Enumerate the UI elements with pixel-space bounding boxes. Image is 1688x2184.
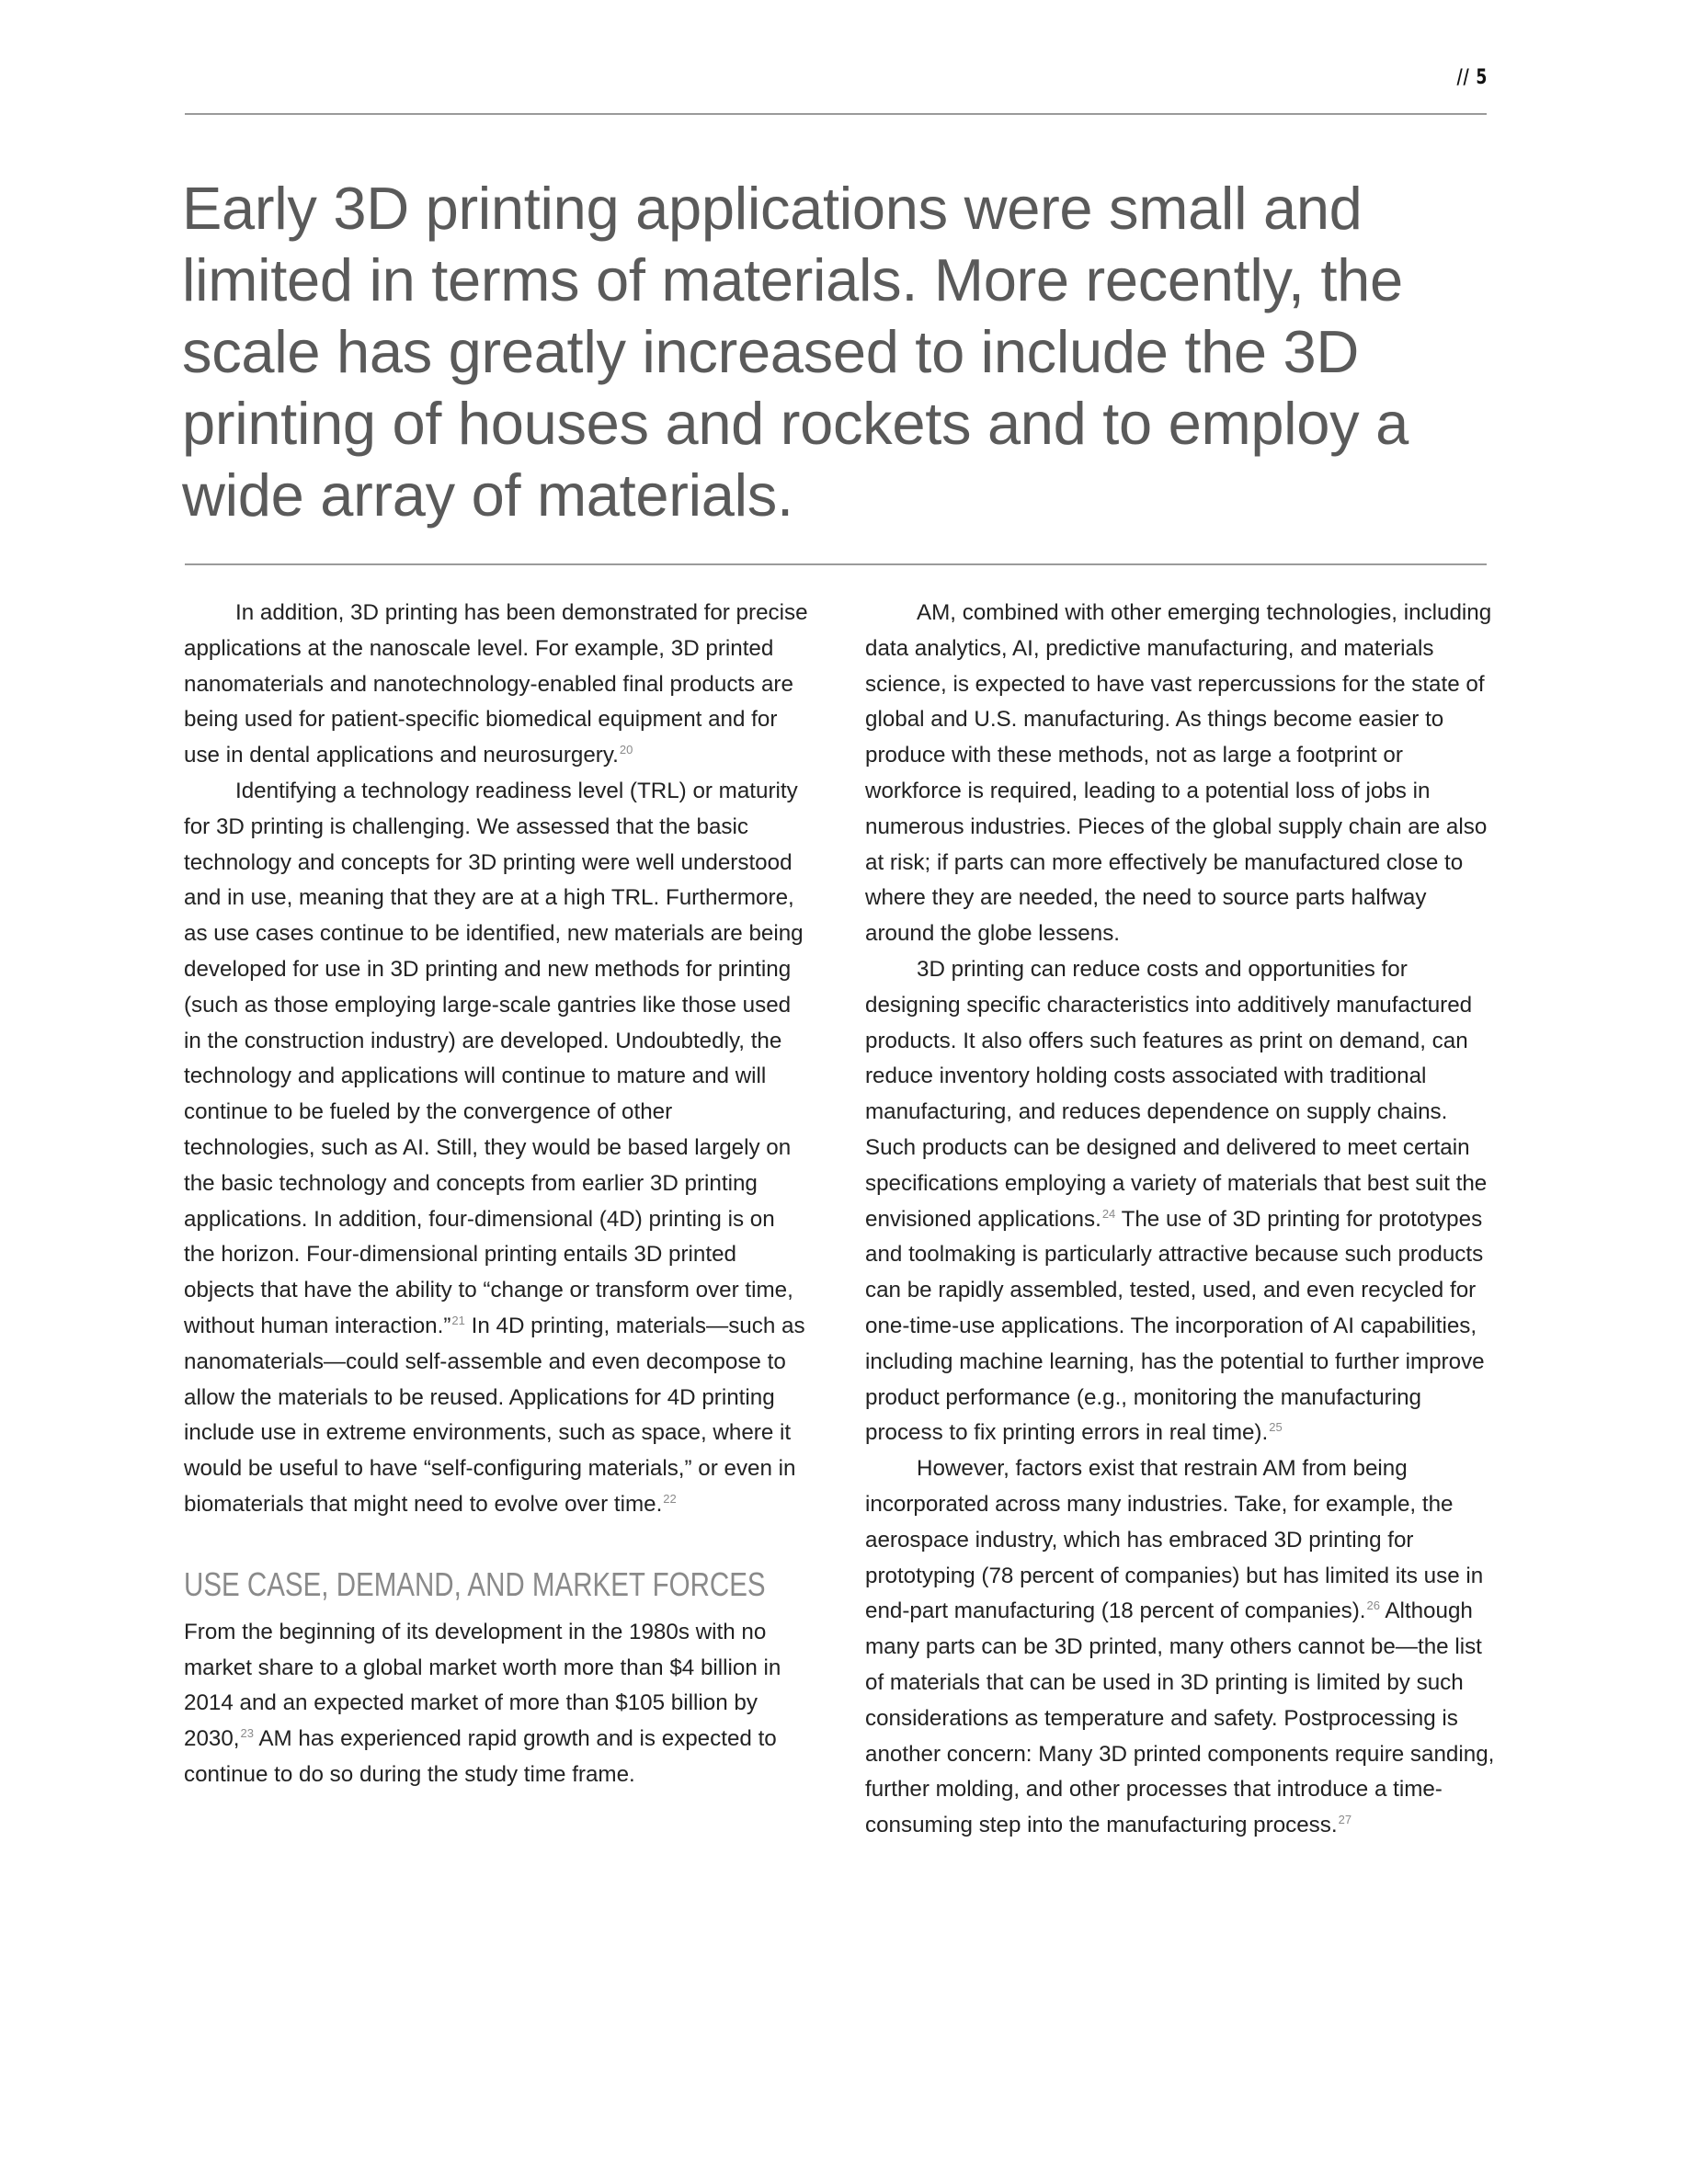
- paragraph-text: In 4D printing, materials—such as nanomaterials—could self-assemble and even decompose to allow the materials to be reused. Applications for 4D printing include use in extreme environments, such as space, where it would be useful to have “self-configuring materials,” or even in biomaterials that might need to evolve over time.: [184, 1313, 805, 1517]
- footnote-ref[interactable]: 27: [1338, 1813, 1352, 1827]
- paragraph-text: 3D printing can reduce costs and opportunities for designing specific characteristics into additively manufactured products. It also offers such features as print on demand, can reduce inventory holding costs associated with traditional manufacturing, and reduces dependence on supply chains. Such products can be designed and delivered to meet certain specifications employing a variety of materials that best suit the envisioned applications.: [865, 956, 1488, 1232]
- paragraph-nanoscale: [184, 596, 809, 774]
- footnote-ref[interactable]: 20: [619, 743, 633, 757]
- left-column: [184, 596, 809, 1793]
- footnote-ref[interactable]: 23: [240, 1726, 254, 1741]
- pull-quote-divider: [185, 563, 1487, 565]
- footnote-ref[interactable]: 21: [451, 1313, 465, 1327]
- page-number: // 5: [1456, 66, 1488, 89]
- right-column: [865, 596, 1495, 1844]
- paragraph-text: Although many parts can be 3D printed, many others cannot be—the list of materials that can be used in 3D printing is limited by such considerations as temperature and safety. Postprocessing is another concern: Many 3D printed components require sanding, further molding, and other processes that introduce a time-consuming step into the manufacturing process.: [865, 1598, 1495, 1838]
- paragraph-market: [184, 1615, 809, 1793]
- paragraph-text: From the beginning of its development in the 1980s with no market share to a global market worth more than $4 billion in 2014 and an expected market of more than $105 billion by 2030,: [184, 1619, 781, 1752]
- footnote-ref[interactable]: 25: [1269, 1420, 1283, 1435]
- paragraph-text: In addition, 3D printing has been demonstrated for precise applications at the nanoscale level. For example, 3D printed nanomaterials and nanotechnology-enabled final products are being used for patient-specific biomedical equipment and for use in dental applications and neurosurgery.: [184, 600, 808, 768]
- footnote-ref[interactable]: 24: [1101, 1206, 1116, 1221]
- section-heading: USE CASE, DEMAND, AND MARKET FORCES: [184, 1564, 766, 1603]
- pull-quote: Early 3D printing applications were small and limited in terms of materials. More recently, the scale has greatly increased to include the 3D printing of houses and rockets and to employ a wide array of materials.: [182, 175, 1409, 529]
- paragraph-am-combined: [865, 596, 1495, 952]
- top-divider: [185, 113, 1487, 115]
- paragraph-reduce-costs: [865, 952, 1495, 1451]
- paragraph-text: The use of 3D printing for prototypes and toolmaking is particularly attractive because such products can be rapidly assembled, tested, used, and even recycled for one-time-use applications. The incorporation of AI capabilities, including machine learning, has the potential to further improve product performance (e.g., monitoring the manufacturing process to fix printing errors in real time).: [865, 1206, 1485, 1446]
- paragraph-text: However, factors exist that restrain AM from being incorporated across many industries. Take, for example, the aerospace industry, which has embraced 3D printing for prototyping (78 percent of companies) but has limited its use in end-part manufacturing (18 percent of companies).: [865, 1456, 1484, 1624]
- paragraph-text: Identifying a technology readiness level (TRL) or maturity for 3D printing is challenging. We assessed that the basic technology and concepts for 3D printing were well understood and in use, meaning that they are at a high TRL. Furthermore, as use cases continue to be identified, new materials are being developed for use in 3D printing and new methods for printing (such as those employing large-scale gantries like those used in the construction industry) are developed. Undoubtedly, the technology and applications will continue to mature and will continue to be fueled by the convergence of other technologies, such as AI. Still, they would be based largely on the basic technology and concepts from earlier 3D printing applications. In addition, four-dimensional (4D) printing is on the horizon. Four-dimensional printing entails 3D printed objects that have the ability to “change or transform over time, without human interaction.”: [184, 778, 804, 1338]
- footnote-ref[interactable]: 26: [1366, 1598, 1380, 1613]
- paragraph-text: AM, combined with other emerging technologies, including data analytics, AI, predictive manufacturing, and materials science, is expected to have vast repercussions for the state of global and U.S. manufacturing. As things become easier to produce with these methods, not as large a footprint or workforce is required, leading to a potential loss of jobs in numerous industries. Pieces of the global supply chain are also at risk; if parts can more effectively be manufactured close to where they are needed, the need to source parts halfway around the globe lessens.: [865, 600, 1492, 947]
- paragraph-text: AM has experienced rapid growth and is expected to continue to do so during the study time frame.: [184, 1726, 777, 1787]
- paragraph-trl: [184, 774, 809, 1523]
- footnote-ref[interactable]: 22: [663, 1491, 677, 1506]
- paragraph-restraints: [865, 1451, 1495, 1844]
